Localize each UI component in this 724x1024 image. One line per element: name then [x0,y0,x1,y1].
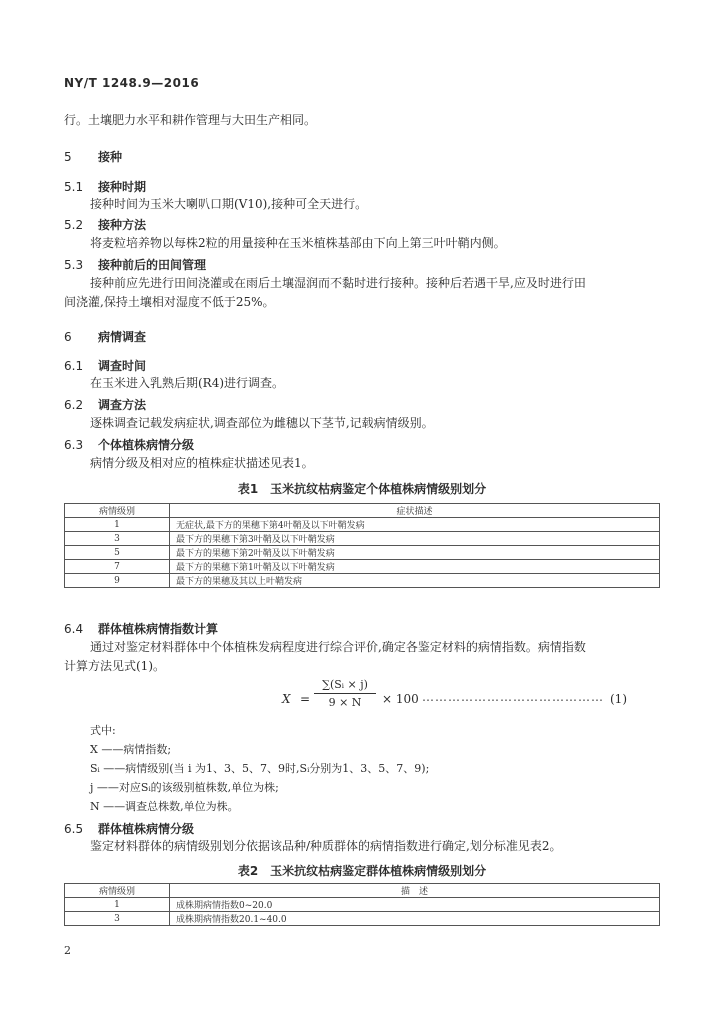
table-row [65,912,660,926]
section-5-3-heading [64,256,206,273]
section-5-1-heading [64,178,146,195]
continuation-text: 行。土壤肥力水平和耕作管理与大田生产相同。 [64,113,317,127]
table-2 [64,883,660,926]
section-title: 接种时期 [98,180,147,194]
definition-item: N ——调查总株数,单位为株。 [90,800,239,813]
formula-lhs: X [282,692,291,706]
section-title: 调查方法 [98,398,147,412]
section-6-2-heading [64,396,146,413]
grade-cell: 5 [65,546,170,560]
table-1-caption: 表1 玉米抗纹枯病鉴定个体植株病情级别划分 [237,482,487,496]
section-number: 6.2 [64,398,84,412]
grade-cell: 1 [65,898,170,912]
section-title: 个体植株病情分级 [98,438,195,452]
definition-item: j ——对应Sᵢ的该级别植株数,单位为株; [90,781,279,794]
column-header: 描 述 [170,884,660,898]
description-cell: 无症状,最下方的果穗下第4叶鞘及以下叶鞘发病 [170,518,660,532]
section-5-heading [64,148,122,165]
formula-multiplier: × 100 [382,692,419,706]
section-number: 5.1 [64,180,84,194]
table-row [65,898,660,912]
section-5-3-text-line1: 接种前应先进行田间浇灌或在雨后土壤湿润而不黏时进行接种。接种后若遇干旱,应及时进行田 [90,276,586,290]
section-6-4-heading [64,620,218,637]
column-header: 症状描述 [170,504,660,518]
disease-index-formula [282,678,662,722]
section-6-1-text: 在玉米进入乳熟后期(R4)进行调查。 [90,376,285,390]
table-row [65,574,660,588]
formula-number: (1) [610,692,627,706]
formula-leader-dots: …………………………………… [422,690,604,704]
section-6-3-heading [64,436,194,453]
description-cell: 最下方的果穗下第2叶鞘及以下叶鞘发病 [170,546,660,560]
definition-item: Sᵢ ——病情级别(当 i 为1、3、5、7、9时,Sᵢ分别为1、3、5、7、9); [90,762,430,775]
section-6-3-text: 病情分级及相对应的植株症状描述见表1。 [90,456,314,470]
grade-cell: 3 [65,532,170,546]
section-5-2-heading [64,216,146,233]
description-cell: 最下方的果穗下第1叶鞘及以下叶鞘发病 [170,560,660,574]
formula-equals: = [300,692,311,706]
grade-cell: 7 [65,560,170,574]
section-title: 接种方法 [98,218,147,232]
section-title: 调查时间 [98,359,147,373]
section-title: 病情调查 [98,330,147,344]
definition-item: X ——病情指数; [90,743,172,756]
section-6-4-text-line2: 计算方法见式(1)。 [64,659,165,673]
table-header-row [65,504,660,518]
description-cell: 成株期病情指数20.1~40.0 [170,912,660,926]
section-number: 5 [64,150,72,164]
description-cell: 最下方的果穗及其以上叶鞘发病 [170,574,660,588]
formula-denominator: 9 × N [328,696,362,709]
section-number: 5.3 [64,258,84,272]
section-number: 6.3 [64,438,84,452]
page-number: 2 [64,944,71,957]
section-title: 群体植株病情指数计算 [98,622,219,636]
table-row [65,546,660,560]
section-5-1-text: 接种时间为玉米大喇叭口期(V10),接种可全天进行。 [90,197,368,211]
table-1 [64,503,660,588]
table-row [65,560,660,574]
table-row [65,532,660,546]
definitions-intro: 式中: [90,724,116,737]
table-header-row [65,884,660,898]
section-6-2-text: 逐株调查记载发病症状,调查部位为雌穗以下茎节,记载病情级别。 [90,416,434,430]
section-number: 5.2 [64,218,84,232]
section-title: 接种 [98,150,123,164]
standard-code-header: NY/T 1248.9—2016 [64,76,200,90]
section-number: 6.5 [64,822,84,836]
section-6-4-text-line1: 通过对鉴定材料群体中个体植株发病程度进行综合评价,确定各鉴定材料的病情指数。病情指数 [90,640,586,654]
section-5-2-text: 将麦粒培养物以每株2粒的用量接种在玉米植株基部由下向上第三叶叶鞘内侧。 [90,236,506,250]
section-6-5-text: 鉴定材料群体的病情级别划分依据该品种/种质群体的病情指数进行确定,划分标准见表2。 [90,839,562,853]
section-number: 6.4 [64,622,84,636]
formula-fraction [314,678,376,709]
section-5-3-text-line2: 间浇灌,保持土壤相对湿度不低于25%。 [64,295,275,309]
column-header: 病情级别 [65,884,170,898]
grade-cell: 3 [65,912,170,926]
formula-numerator: ∑(Sᵢ × j) [314,678,376,694]
section-number: 6 [64,330,72,344]
table-row [65,518,660,532]
table-2-caption: 表2 玉米抗纹枯病鉴定群体植株病情级别划分 [237,864,487,878]
grade-cell: 9 [65,574,170,588]
section-6-heading [64,328,146,345]
section-6-1-heading [64,357,146,374]
section-title: 群体植株病情分级 [98,822,195,836]
column-header: 病情级别 [65,504,170,518]
section-6-5-heading [64,820,194,837]
grade-cell: 1 [65,518,170,532]
description-cell: 成株期病情指数0~20.0 [170,898,660,912]
section-title: 接种前后的田间管理 [98,258,207,272]
section-number: 6.1 [64,359,84,373]
description-cell: 最下方的果穗下第3叶鞘及以下叶鞘发病 [170,532,660,546]
